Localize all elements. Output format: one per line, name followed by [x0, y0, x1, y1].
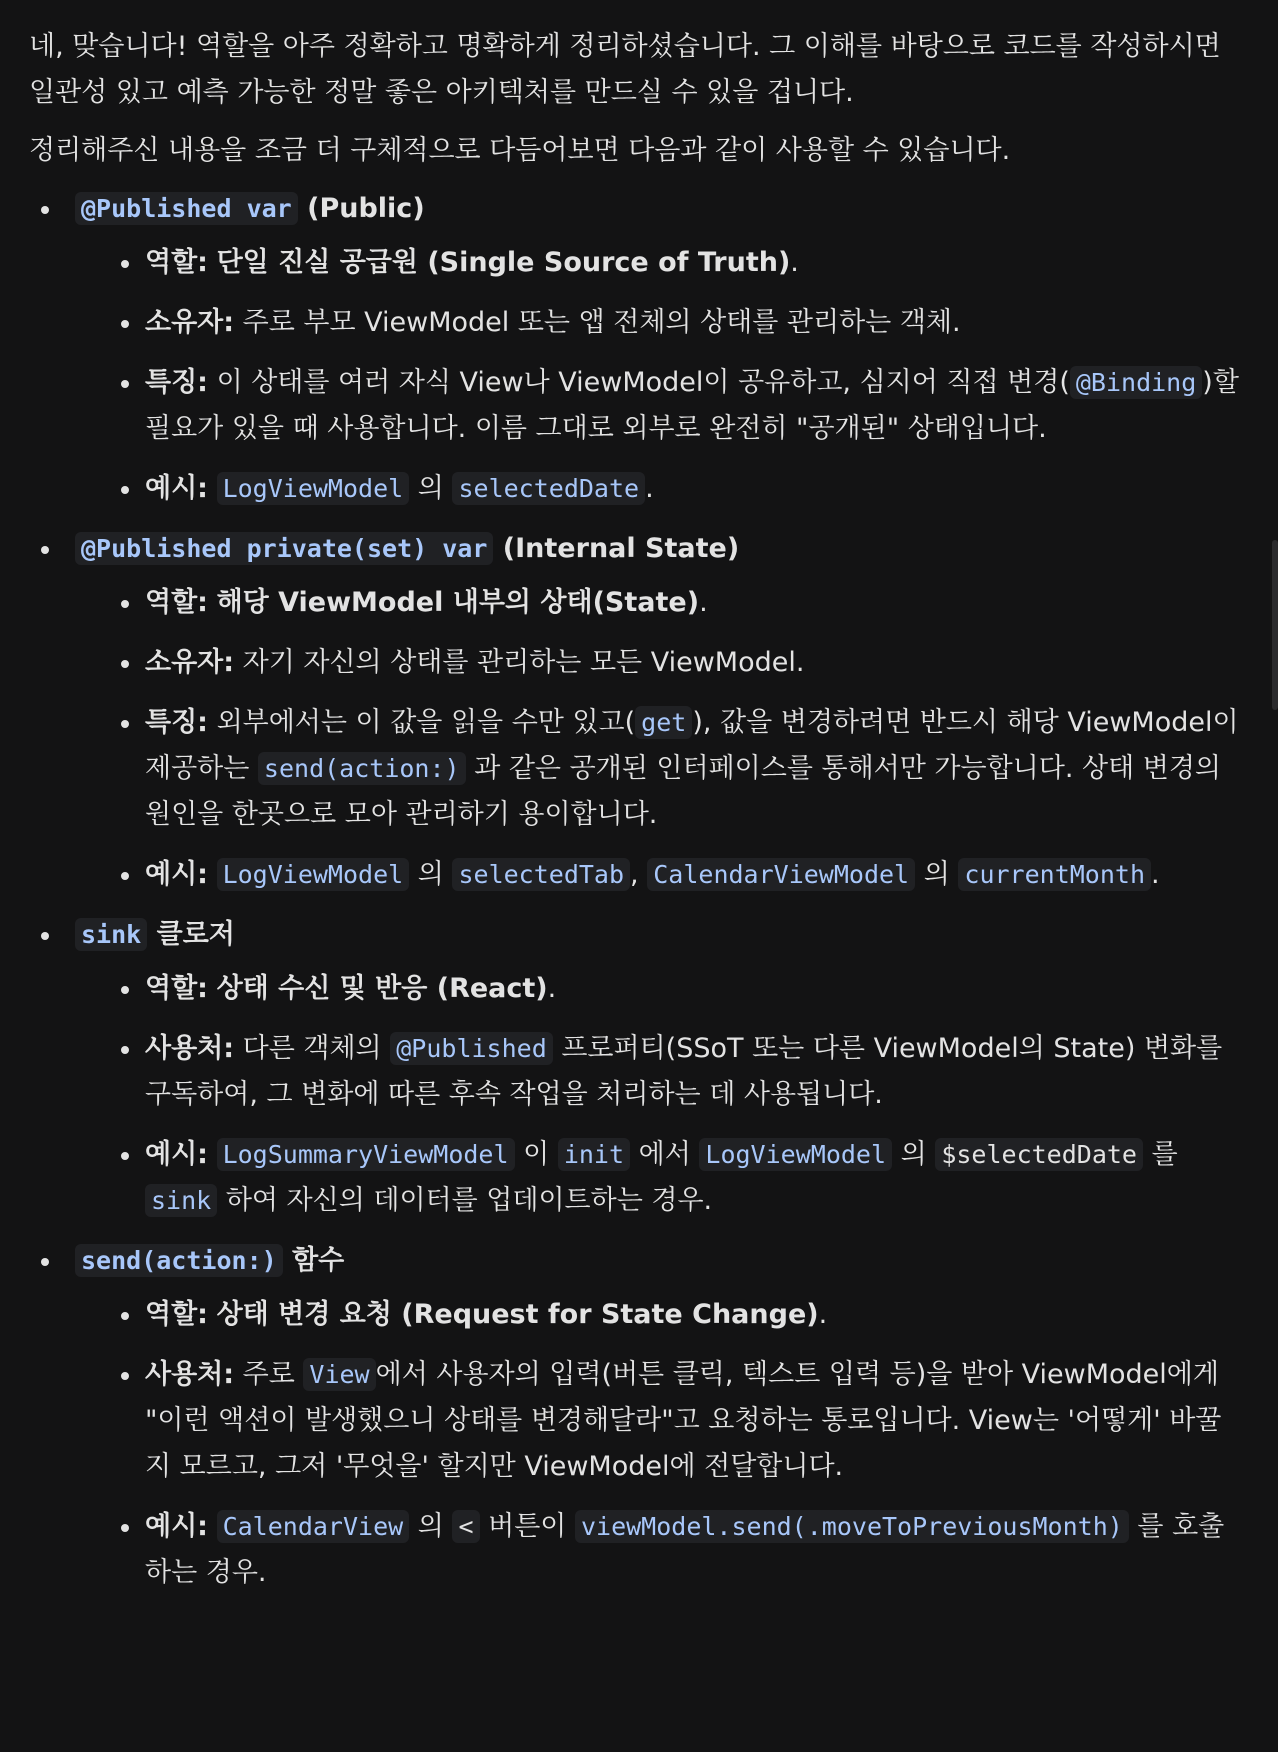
text: 에서 사용자의 입력(버튼 클릭, 텍스트 입력 등)을 받아 ViewModel에게 "이런 액션이 발생했으니 상태를 변경해달라"고 요청하는 통로입니다. View는 '어떻게' 바꿀지 모르고, 그저 '무엇을' 할지만 ViewModel에 전달합니다.	[145, 1359, 1222, 1482]
label: 역할:	[145, 247, 208, 278]
scrollbar-thumb[interactable]	[1272, 540, 1278, 710]
label: 사용처:	[145, 1359, 235, 1390]
text: 의	[417, 859, 444, 890]
text: 프로퍼티(SSoT 또는 다른 ViewModel의 State) 변화를 구독하여, 그 변화에 따른 후속 작업을 처리하는 데 사용됩니다.	[145, 1033, 1223, 1110]
text: 를	[1151, 1139, 1178, 1170]
label: 사용처:	[145, 1033, 235, 1064]
text: 버튼이	[488, 1511, 567, 1542]
inline-code: LogViewModel	[699, 1138, 892, 1171]
text: 하여 자신의 데이터를 업데이트하는 경우.	[225, 1185, 713, 1216]
chat-response	[29, 24, 1244, 1610]
list-item-published-var	[29, 186, 1244, 512]
role-text: 해당 ViewModel 내부의 상태(State)	[216, 587, 700, 618]
list-item-role: 역할: 단일 진실 공급원 (Single Source of Truth).	[121, 240, 1244, 286]
label: 역할:	[145, 1299, 208, 1330]
role-text: 상태 수신 및 반응 (React)	[216, 973, 548, 1004]
intro-paragraph-1: 네, 맞습니다! 역할을 아주 정확하고 명확하게 정리하셨습니다. 그 이해를 바탕으로 코드를 작성하시면 일관성 있고 예측 가능한 정말 좋은 아키텍처를 만드실 수 있을 겁니다.	[29, 31, 1221, 108]
text: 이	[523, 1139, 550, 1170]
text: ), 값을 변경하려면 반드시 해당 ViewModel이 제공하는	[145, 707, 1239, 784]
label: 예시:	[145, 1139, 208, 1170]
text: .	[645, 473, 654, 504]
inline-code: @Published var	[75, 192, 298, 225]
list-item-role: 역할: 해당 ViewModel 내부의 상태(State).	[121, 580, 1244, 626]
inline-code: send(action:)	[258, 752, 466, 785]
label: 역할:	[145, 587, 208, 618]
list-item-example	[121, 1504, 1244, 1596]
list-item-published-private-set	[29, 526, 1244, 898]
text: 에서	[638, 1139, 691, 1170]
label: 역할:	[145, 973, 208, 1004]
text: 이 상태를 여러 자식 View나 ViewModel이 공유하고, 심지어 직접 변경(	[216, 367, 1070, 398]
list-item-usage	[121, 1026, 1244, 1118]
list-item-owner	[121, 640, 1244, 686]
inline-code: <	[452, 1510, 479, 1543]
inline-code: LogViewModel	[217, 472, 410, 505]
text: 주로	[242, 1359, 295, 1390]
label: 소유자:	[145, 647, 235, 678]
inline-code: send(action:)	[75, 1244, 283, 1277]
list-item-role: 역할: 상태 변경 요청 (Request for State Change).	[121, 1292, 1244, 1338]
text: 외부에서는 이 값을 읽을 수만 있고(	[216, 707, 636, 738]
text: 의	[923, 859, 950, 890]
text: .	[1151, 859, 1160, 890]
inline-code: $selectedDate	[935, 1138, 1143, 1171]
text: 과 같은 공개된 인터페이스를 통해서만 가능합니다. 상태 변경의 원인을 한곳으로 모아 관리하기 용이합니다.	[145, 753, 1221, 830]
inline-code: CalendarViewModel	[647, 858, 915, 891]
list-item-role: 역할: 상태 수신 및 반응 (React).	[121, 966, 1244, 1012]
inline-code: selectedDate	[452, 472, 645, 505]
text: ,	[630, 859, 639, 890]
inline-code: init	[558, 1138, 630, 1171]
inline-code: @Binding	[1070, 366, 1202, 399]
section-title: 함수	[292, 1245, 345, 1276]
list-item-sink	[29, 912, 1244, 1224]
text: 의	[417, 1511, 444, 1542]
list-item-example	[121, 466, 1244, 512]
inline-code: get	[635, 706, 692, 739]
role-text: 단일 진실 공급원 (Single Source of Truth)	[216, 247, 791, 278]
text: 다른 객체의	[242, 1033, 382, 1064]
label: 예시:	[145, 1511, 208, 1542]
label: 특징:	[145, 367, 208, 398]
text: 의	[417, 473, 444, 504]
list-item-feature	[121, 360, 1244, 452]
inline-code: LogViewModel	[217, 858, 410, 891]
inline-code: @Published	[390, 1032, 553, 1065]
inline-code: currentMonth	[958, 858, 1151, 891]
section-title: (Public)	[307, 193, 425, 224]
inline-code: LogSummaryViewModel	[217, 1138, 515, 1171]
owner-text: 주로 부모 ViewModel 또는 앱 전체의 상태를 관리하는 객체.	[242, 307, 961, 338]
section-title: (Internal State)	[502, 533, 740, 564]
section-title: 클로저	[156, 919, 235, 950]
inline-code: viewModel.send(.moveToPreviousMonth)	[575, 1510, 1129, 1543]
list-item-example	[121, 852, 1244, 898]
owner-text: 자기 자신의 상태를 관리하는 모든 ViewModel.	[242, 647, 805, 678]
inline-code: sink	[75, 918, 147, 951]
text: )할 필요가 있을 때 사용합니다. 이름 그대로 외부로 완전히 "공개된" 상태입니다.	[145, 367, 1239, 444]
inline-code: View	[303, 1358, 375, 1391]
inline-code: selectedTab	[452, 858, 630, 891]
text: 의	[900, 1139, 927, 1170]
label: 소유자:	[145, 307, 235, 338]
list-item-example	[121, 1132, 1244, 1224]
inline-code: CalendarView	[217, 1510, 410, 1543]
inline-code: @Published private(set) var	[75, 532, 493, 565]
roles-list	[29, 186, 1244, 1596]
list-item-send-action	[29, 1238, 1244, 1596]
label: 예시:	[145, 859, 208, 890]
list-item-usage	[121, 1352, 1244, 1490]
label: 예시:	[145, 473, 208, 504]
list-item-feature	[121, 700, 1244, 838]
inline-code: sink	[145, 1184, 217, 1217]
label: 특징:	[145, 707, 208, 738]
list-item-owner	[121, 300, 1244, 346]
intro-paragraph-2: 정리해주신 내용을 조금 더 구체적으로 다듬어보면 다음과 같이 사용할 수 있습니다.	[29, 135, 1011, 166]
role-text: 상태 변경 요청 (Request for State Change)	[216, 1299, 819, 1330]
text: 를 호출하는 경우.	[145, 1511, 1225, 1588]
